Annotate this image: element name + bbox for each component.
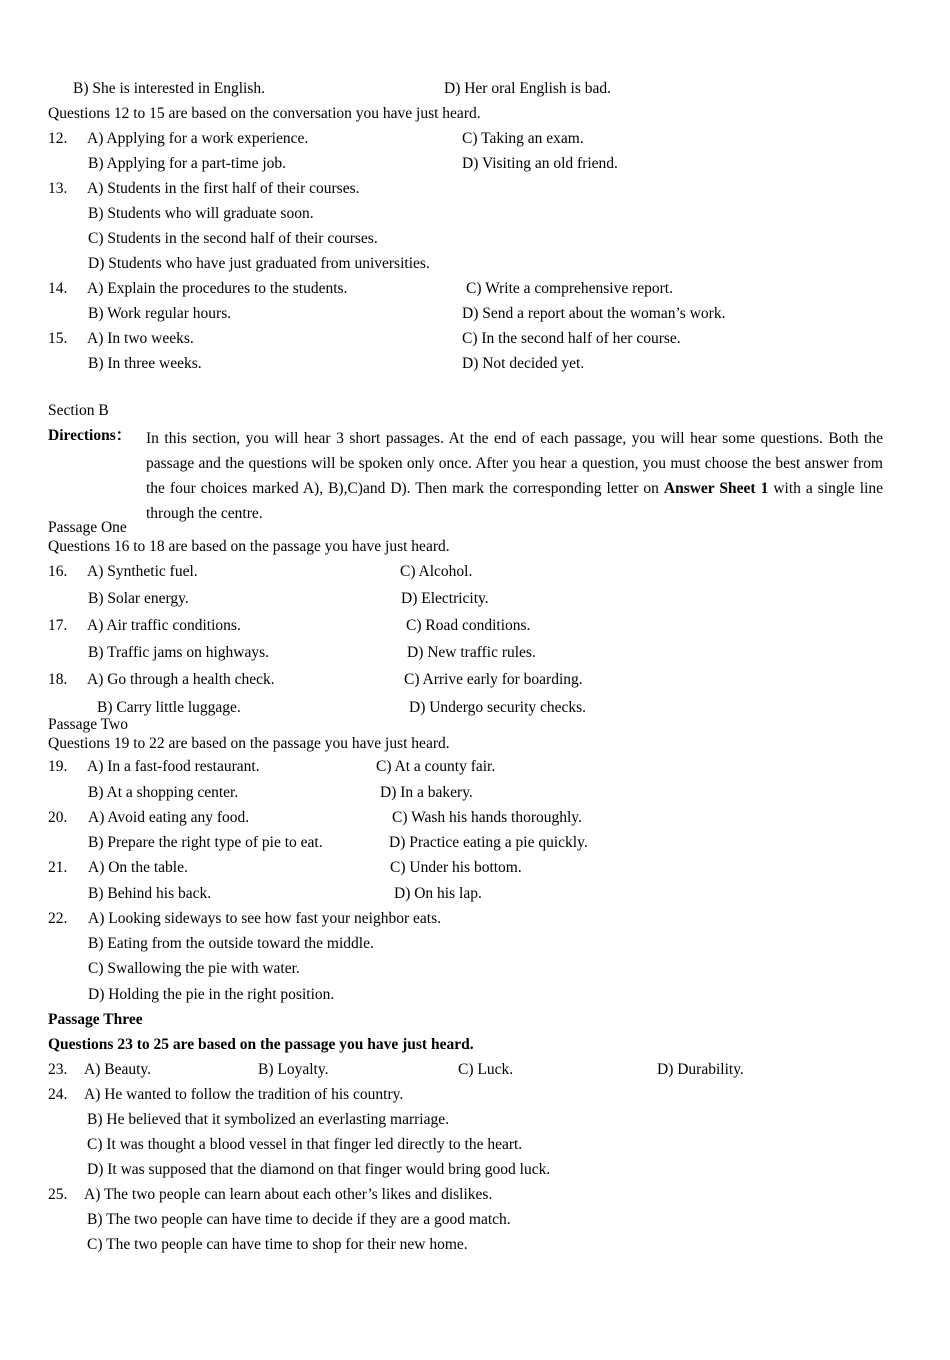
q22-option-d: D) Holding the pie in the right position. [88, 986, 335, 1003]
q19-option-c: C) At a county fair. [376, 758, 496, 775]
q13-option-b: B) Students who will graduate soon. [88, 205, 314, 222]
q12-option-a: A) Applying for a work experience. [87, 130, 309, 147]
question-number-25: 25. [48, 1186, 68, 1203]
q24-option-b: B) He believed that it symbolized an everlasting marriage. [87, 1111, 449, 1128]
question-number-23: 23. [48, 1061, 68, 1078]
q17-option-b: B) Traffic jams on highways. [88, 644, 269, 661]
questions-23-25-intro: Questions 23 to 25 are based on the passage you have just heard. [48, 1036, 474, 1053]
q15-option-c: C) In the second half of her course. [462, 330, 681, 347]
directions-text-part1: In this section, you will hear 3 short passages. At the end of each passage, you will hear some questions. Both the passage and the questions will be spoken only once. After you hear a question, you must choose the best answer from the four choices marked A), B),C)and D). Then mark the corresponding letter on [146, 430, 883, 497]
answer-sheet-ref: Answer Sheet 1 [663, 480, 769, 497]
q21-option-a: A) On the table. [88, 859, 188, 876]
question-number-18: 18. [48, 671, 68, 688]
directions-text-part2: with a single line through the centre. [146, 480, 884, 522]
q13-option-a: A) Students in the first half of their courses. [87, 180, 360, 197]
question-number-17: 17. [48, 617, 68, 634]
question-number-21: 21. [48, 859, 68, 876]
q23-option-a: A) Beauty. [84, 1061, 152, 1078]
question-number-12: 12. [48, 130, 68, 147]
directions-label: Directions： [48, 427, 132, 444]
section-b-heading: Section B [48, 402, 109, 419]
q20-option-b: B) Prepare the right type of pie to eat. [88, 834, 323, 851]
q24-option-a: A) He wanted to follow the tradition of his country. [84, 1086, 404, 1103]
q19-option-a: A) In a fast-food restaurant. [87, 758, 260, 775]
q21-option-c: C) Under his bottom. [390, 859, 522, 876]
q22-option-a: A) Looking sideways to see how fast your neighbor eats. [88, 910, 441, 927]
q18-option-b: B) Carry little luggage. [97, 699, 241, 716]
q20-option-d: D) Practice eating a pie quickly. [389, 834, 588, 851]
question-number-16: 16. [48, 563, 68, 580]
passage-one-heading: Passage One [48, 519, 127, 536]
q12-option-d: D) Visiting an old friend. [462, 155, 618, 172]
q13-option-c: C) Students in the second half of their courses. [88, 230, 378, 247]
question-number-22: 22. [48, 910, 68, 927]
q16-option-c: C) Alcohol. [400, 563, 473, 580]
passage-two-heading: Passage Two [48, 716, 128, 733]
q21-option-d: D) On his lap. [394, 885, 482, 902]
q17-option-d: D) New traffic rules. [407, 644, 536, 661]
q22-option-b: B) Eating from the outside toward the middle. [88, 935, 374, 952]
question-number-14: 14. [48, 280, 68, 297]
directions-text [146, 426, 883, 526]
option-b-q11: B) She is interested in English. [73, 80, 266, 97]
q14-option-d: D) Send a report about the woman’s work. [462, 305, 726, 322]
questions-19-22-intro: Questions 19 to 22 are based on the passage you have just heard. [48, 735, 450, 752]
question-number-20: 20. [48, 809, 68, 826]
q19-option-d: D) In a bakery. [380, 784, 473, 801]
q23-option-c: C) Luck. [458, 1061, 514, 1078]
q24-option-d: D) It was supposed that the diamond on that finger would bring good luck. [87, 1161, 551, 1178]
q15-option-d: D) Not decided yet. [462, 355, 585, 372]
q24-option-c: C) It was thought a blood vessel in that finger led directly to the heart. [87, 1136, 523, 1153]
q20-option-a: A) Avoid eating any food. [88, 809, 250, 826]
question-number-13: 13. [48, 180, 68, 197]
q17-option-c: C) Road conditions. [406, 617, 531, 634]
q20-option-c: C) Wash his hands thoroughly. [392, 809, 582, 826]
q15-option-a: A) In two weeks. [87, 330, 194, 347]
questions-12-15-intro: Questions 12 to 15 are based on the conversation you have just heard. [48, 105, 481, 122]
q16-option-b: B) Solar energy. [88, 590, 189, 607]
q23-option-d: D) Durability. [657, 1061, 744, 1078]
q13-option-d: D) Students who have just graduated from universities. [88, 255, 430, 272]
q23-option-b: B) Loyalty. [258, 1061, 329, 1078]
option-d-q11: D) Her oral English is bad. [444, 80, 612, 97]
q16-option-d: D) Electricity. [401, 590, 489, 607]
q21-option-b: B) Behind his back. [88, 885, 212, 902]
question-number-15: 15. [48, 330, 68, 347]
q15-option-b: B) In three weeks. [88, 355, 202, 372]
passage-three-heading: Passage Three [48, 1011, 143, 1028]
q25-option-b: B) The two people can have time to decide if they are a good match. [87, 1211, 511, 1228]
q18-option-c: C) Arrive early for boarding. [404, 671, 583, 688]
q14-option-b: B) Work regular hours. [88, 305, 232, 322]
q25-option-a: A) The two people can learn about each other’s likes and dislikes. [84, 1186, 493, 1203]
question-number-19: 19. [48, 758, 68, 775]
q12-option-c: C) Taking an exam. [462, 130, 584, 147]
questions-16-18-intro: Questions 16 to 18 are based on the passage you have just heard. [48, 538, 450, 555]
q25-option-c: C) The two people can have time to shop for their new home. [87, 1236, 468, 1253]
q18-option-a: A) Go through a health check. [87, 671, 275, 688]
q17-option-a: A) Air traffic conditions. [87, 617, 241, 634]
q14-option-c: C) Write a comprehensive report. [466, 280, 673, 297]
q19-option-b: B) At a shopping center. [88, 784, 239, 801]
question-number-24: 24. [48, 1086, 68, 1103]
q16-option-a: A) Synthetic fuel. [87, 563, 198, 580]
q22-option-c: C) Swallowing the pie with water. [88, 960, 300, 977]
q14-option-a: A) Explain the procedures to the students. [87, 280, 348, 297]
q12-option-b: B) Applying for a part-time job. [88, 155, 287, 172]
q18-option-d: D) Undergo security checks. [409, 699, 587, 716]
